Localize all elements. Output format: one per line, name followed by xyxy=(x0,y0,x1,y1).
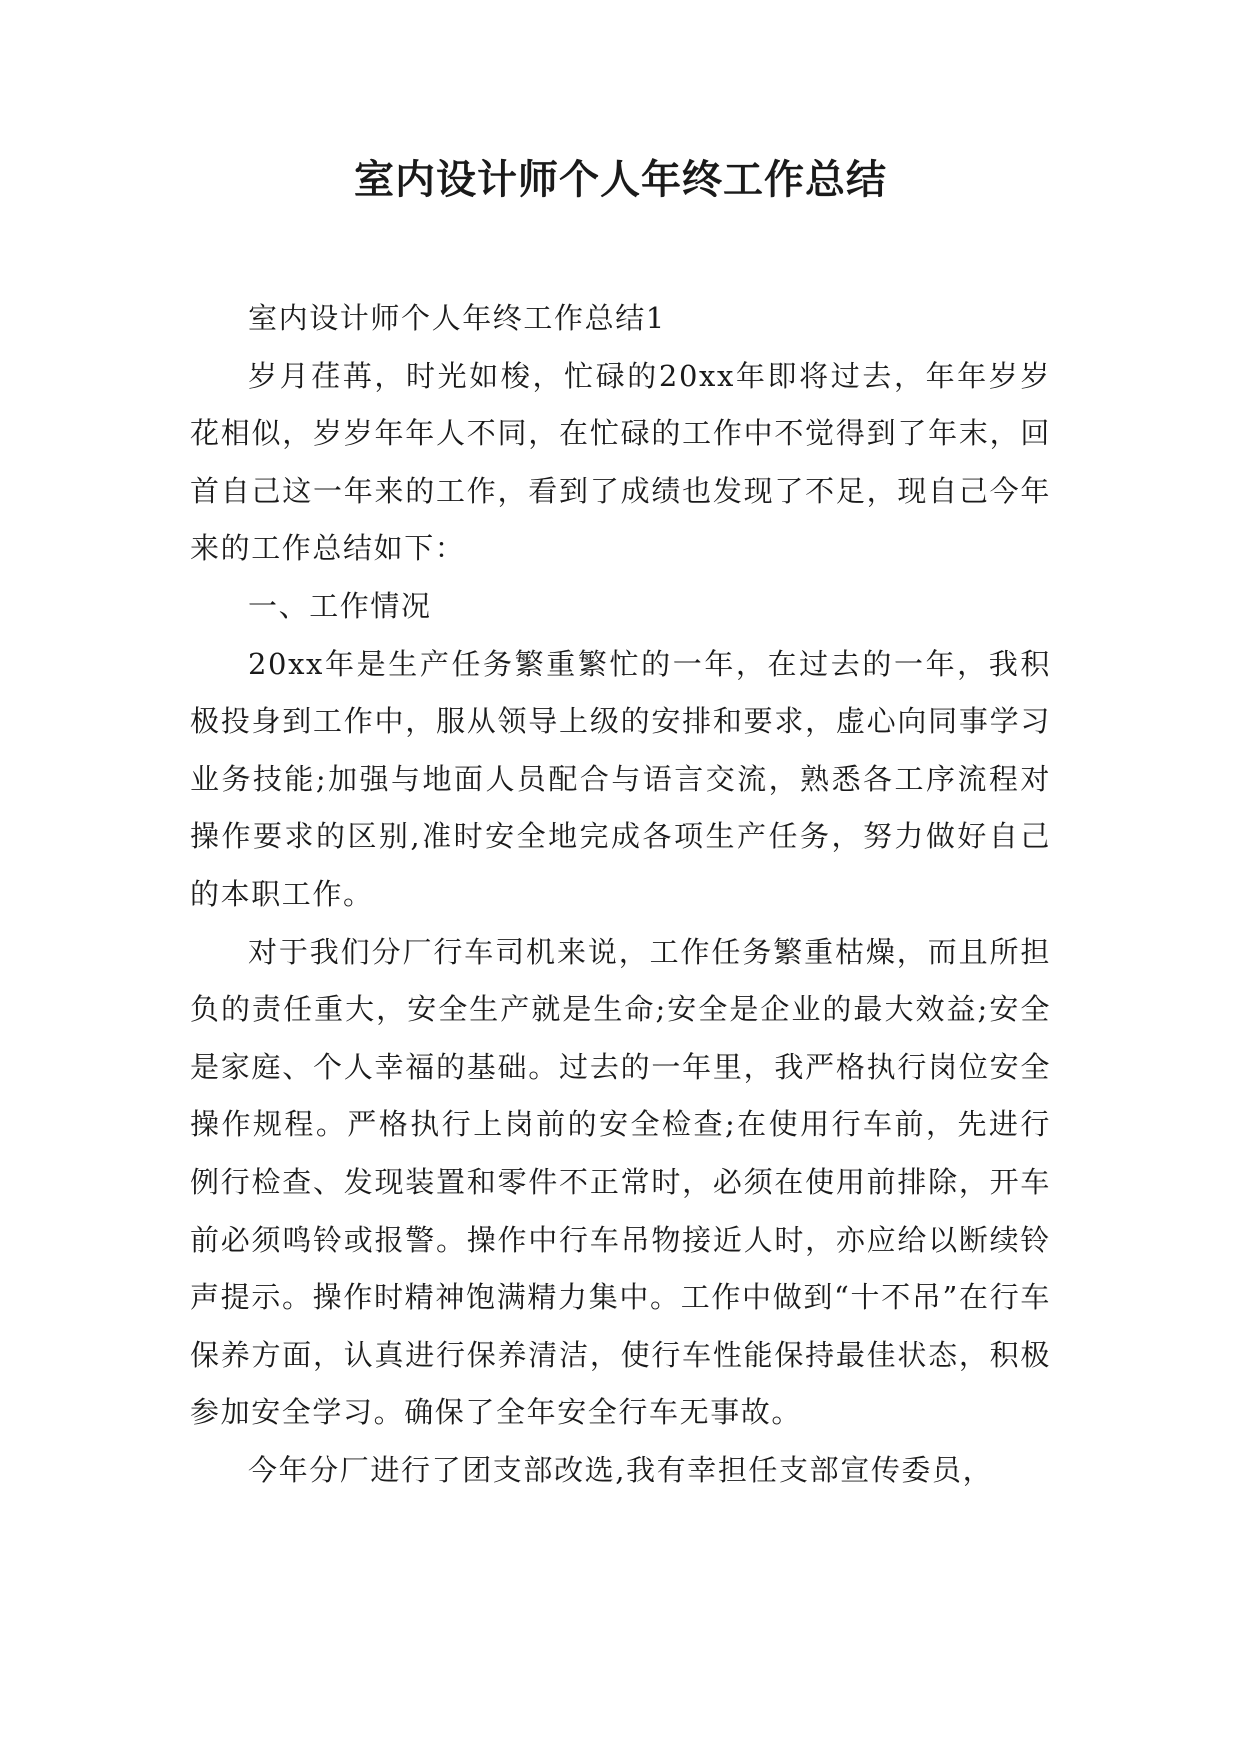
league-branch-paragraph: 今年分厂进行了团支部改选,我有幸担任支部宣传委员， xyxy=(248,1452,994,1487)
work-status-paragraph: 20xx年是生产任务繁重繁忙的一年，在过去的一年，我积极投身到工作中，服从领导上级的安排和要求，虚心向同事学习业务技能;加强与地面人员配合与语言交流，熟悉各工序流程对操作要求的区别,准时安全地完成各项生产任务，努力做好自己的本职工作。 xyxy=(190,646,1051,911)
safety-paragraph: 对于我们分厂行车司机来说，工作任务繁重枯燥，而且所担负的责任重大，安全生产就是生命;安全是企业的最大效益;安全是家庭、个人幸福的基础。过去的一年里，我严格执行岗位安全操作规程。严格执行上岗前的安全检查;在使用行车前，先进行例行检查、发现装置和零件不正常时，必须在使用前排除，开车前必须鸣铃或报警。操作中行车吊物接近人时，亦应给以断续铃声提示。操作时精神饱满精力集中。工作中做到“十不吊”在行车保养方面，认真进行保养清洁，使行车性能保持最佳状态，积极参加安全学习。确保了全年安全行车无事故。 xyxy=(190,934,1051,1430)
document-title: 室内设计师个人年终工作总结 xyxy=(354,157,887,203)
section-heading-work-status: 一、工作情况 xyxy=(248,588,432,623)
section-heading-1: 室内设计师个人年终工作总结1 xyxy=(248,301,666,335)
intro-paragraph: 岁月荏苒，时光如梭，忙碌的20xx年即将过去，年年岁岁花相似，岁岁年年人不同，在忙碌的工作中不觉得到了年末，回首自己这一年来的工作，看到了成绩也发现了不足，现自己今年来的工作总结如下： xyxy=(190,358,1051,566)
document-body xyxy=(190,290,1051,1499)
